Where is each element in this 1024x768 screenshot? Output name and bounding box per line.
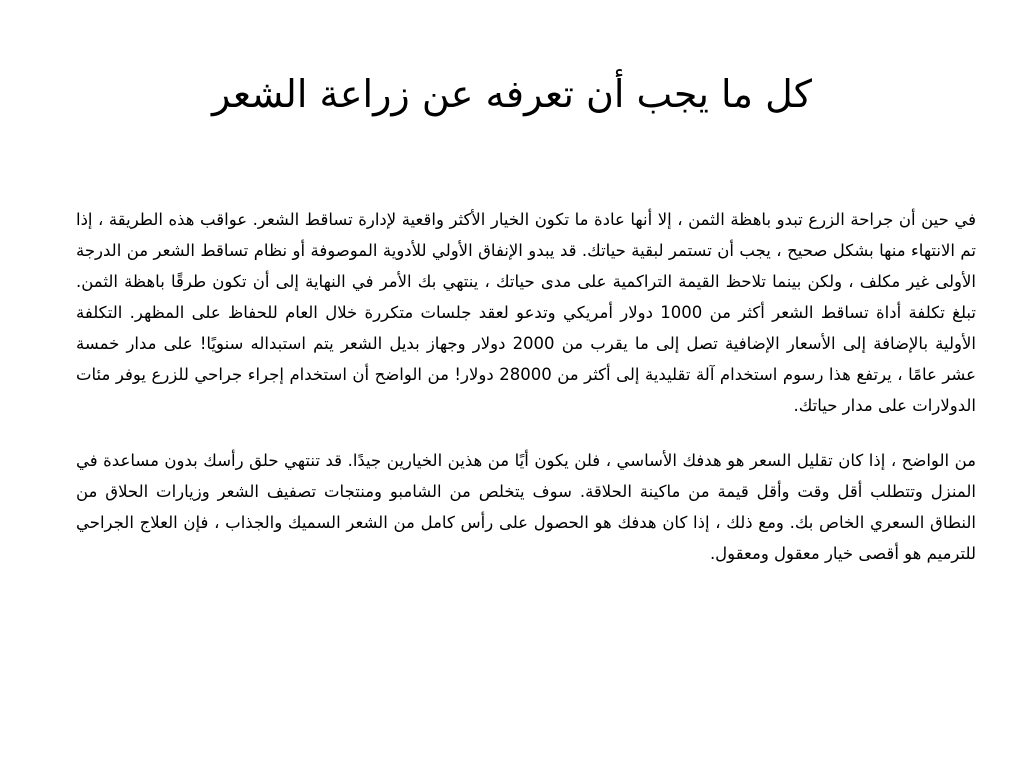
slide-title: كل ما يجب أن تعرفه عن زراعة الشعر [212,72,812,116]
slide-body [76,204,976,569]
body-paragraph-2: من الواضح ، إذا كان تقليل السعر هو هدفك الأساسي ، فلن يكون أيًا من هذين الخيارين جيدًا. قد تنتهي حلق رأسك بدون مساعدة في المنزل وتتطلب أقل وقت وأقل قيمة من ماكينة الحلاقة. سوف يتخلص من الشامبو ومنتجات تصفيف الشعر وزيارات الحلاق من النطاق السعري الخاص بك. ومع ذلك ، إذا كان هدفك هو الحصول على رأس كامل من الشعر السميك والجذاب ، فإن العلاج الجراحي للترميم هو أقصى خيار معقول ومعقول. [76,451,976,563]
body-paragraph-1: في حين أن جراحة الزرع تبدو باهظة الثمن ، إلا أنها عادة ما تكون الخيار الأكثر واقعية لإدارة تساقط الشعر. عواقب هذه الطريقة ، إذا تم الانتهاء منها بشكل صحيح ، يجب أن تستمر لبقية حياتك. قد يبدو الإنفاق الأولي للأدوية الموصوفة أو نظام تساقط الشعر من الدرجة الأولى غير مكلف ، ولكن بينما تلاحظ القيمة التراكمية على مدى حياتك ، ينتهي بك الأمر في النهاية إلى أن تكون طرقًا باهظة الثمن. تبلغ تكلفة أداة تساقط الشعر أكثر من 1000 دولار أمريكي وتدعو لعقد جلسات متكررة خلال العام للحفاظ على المظهر. التكلفة الأولية بالإضافة إلى الأسعار الإضافية تصل إلى ما يقرب من 2000 دولار وجهاز بديل الشعر يتم استبداله سنويًا! على مدار خمسة عشر عامًا ، يرتفع هذا رسوم استخدام آلة تقليدية إلى أكثر من 28000 دولار! من الواضح أن استخدام إجراء جراحي للزرع يوفر مئات الدولارات على مدار حياتك. [76,210,976,415]
